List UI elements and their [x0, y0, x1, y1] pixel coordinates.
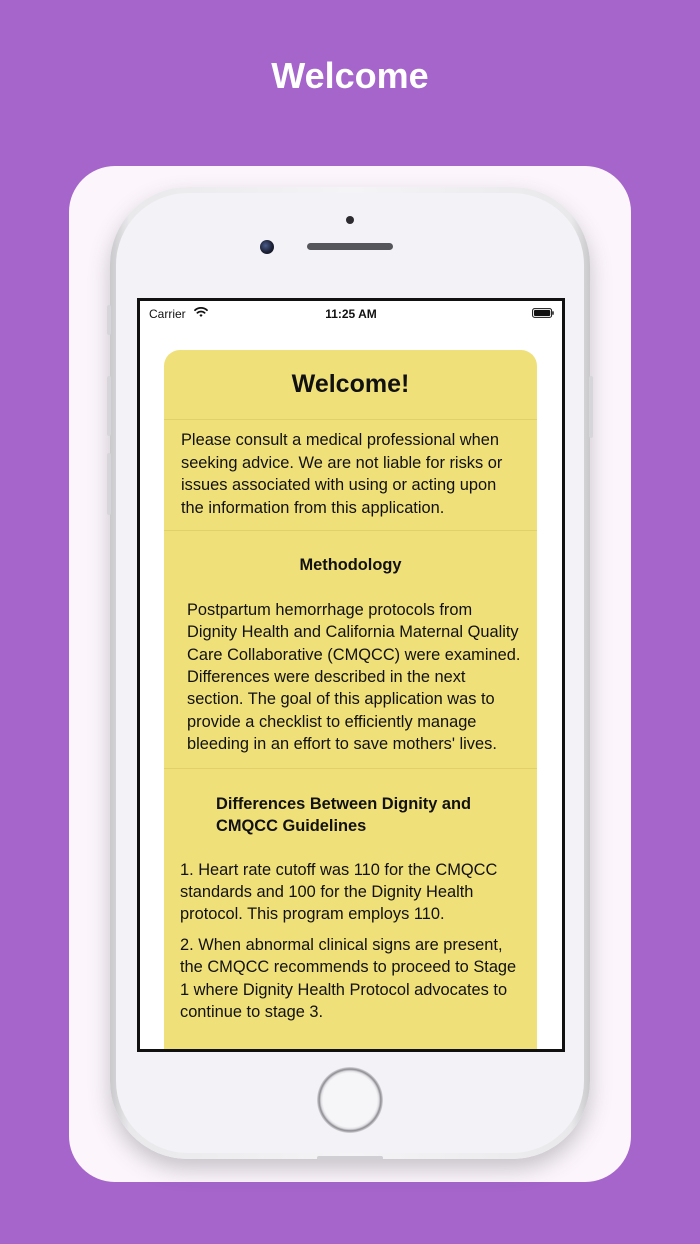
card-title: Welcome!	[291, 370, 410, 398]
differences-item: 2. When abnormal clinical signs are present, the CMQCC recommends to proceed to Stage 1 where Dignity Health Protocol advocates to continue to stage 3.	[180, 935, 517, 1022]
volume-down-button	[107, 453, 111, 515]
promo-title: Welcome	[271, 55, 429, 96]
title-section	[164, 350, 537, 420]
volume-up-button	[107, 376, 111, 436]
power-button	[589, 376, 593, 438]
carrier-label: Carrier	[149, 307, 186, 321]
proximity-sensor-icon	[346, 216, 354, 224]
home-button[interactable]	[317, 1067, 383, 1133]
methodology-text: Postpartum hemorrhage protocols from Dignity Health and California Maternal Quality Care Collaborative (CMQCC) were examined. Differences were described in the next section. The goal of this application was to provide a checklist to efficiently manage bleeding in an effort to save mothers' lives.	[187, 600, 521, 754]
methodology-heading: Methodology	[299, 555, 402, 574]
front-camera-icon	[260, 240, 274, 254]
status-time: 11:25 AM	[325, 307, 377, 321]
earpiece-speaker	[307, 243, 393, 250]
differences-section	[164, 769, 537, 1024]
differences-heading: Differences Between Dignity and CMQCC Guidelines	[216, 794, 472, 836]
battery-icon	[532, 308, 554, 318]
disclaimer-section	[164, 420, 537, 531]
disclaimer-text: Please consult a medical professional when seeking advice. We are not liable for risks or issues associated with using or acting upon the information from this application.	[181, 431, 503, 518]
mute-switch	[107, 305, 111, 335]
methodology-section	[164, 531, 537, 769]
welcome-card[interactable]	[164, 350, 537, 1052]
status-bar	[140, 301, 562, 325]
phone-screen	[137, 298, 565, 1052]
differences-item: 1. Heart rate cutoff was 110 for the CMQCC standards and 100 for the Dignity Health protocol. This program employs 110.	[180, 860, 498, 924]
bottom-edge-detail	[317, 1156, 383, 1160]
